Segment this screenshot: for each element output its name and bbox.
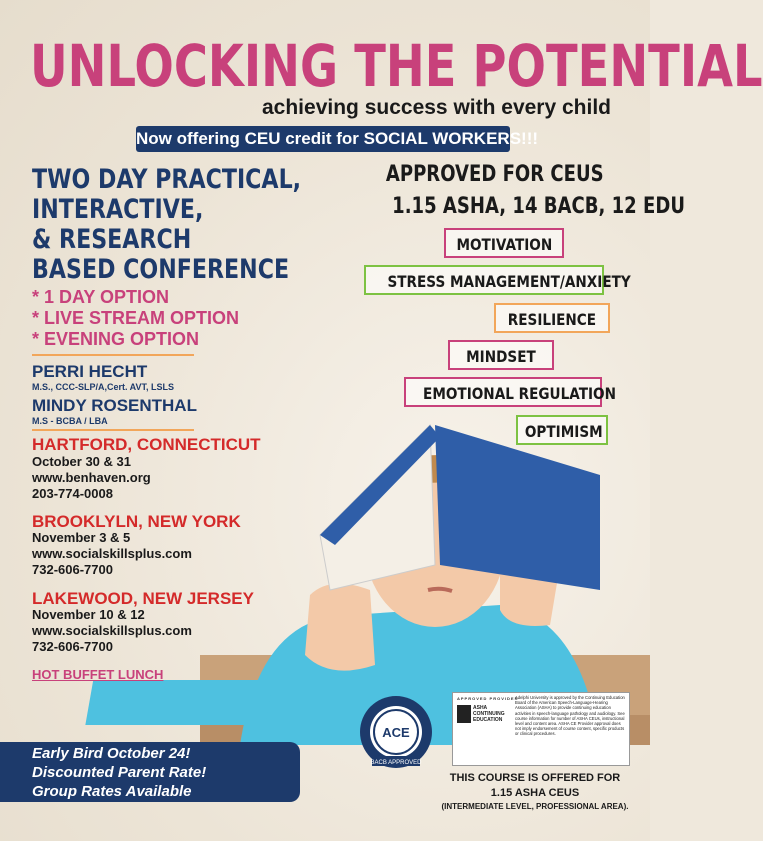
asha-notice-text: Adelphi University is approved by the Continuing Education Board of the American Speech-Language-Hearing Association (ASHA) to provide continuing education activities in speech-language pathology and audiology. See course information for number of ASHA CEUs, instructional level and content area. ASHA CE Provider approval does not imply endorsement of course content, specific products or clinical procedures.: [515, 695, 625, 737]
book: [435, 425, 600, 590]
ceu-banner: Now offering CEU credit for SOCIAL WORKERS!!!: [136, 126, 510, 152]
promo-line: Group Rates Available: [32, 783, 192, 800]
location-city: HARTFORD, CONNECTICUT: [32, 435, 261, 454]
asha-provider-label: APPROVED PROVIDER: [457, 696, 519, 701]
location-dates: October 30 & 31: [32, 454, 131, 469]
divider: [32, 429, 194, 431]
topic-stress-management: STRESS MANAGEMENT/ANXIETY: [364, 265, 604, 295]
option-item: * LIVE STREAM OPTION: [32, 308, 240, 328]
conference-line: BASED CONFERENCE: [32, 254, 290, 285]
topic-resilience: RESILIENCE: [494, 303, 610, 333]
location-website[interactable]: www.socialskillsplus.com: [32, 623, 192, 638]
topic-optimism: OPTIMISM: [516, 415, 608, 445]
topic-mindset: MINDSET: [448, 340, 554, 370]
presenter-name: MINDY ROSENTHAL: [32, 396, 197, 415]
page-subtitle: achieving success with every child: [262, 96, 611, 119]
conference-line: TWO DAY PRACTICAL,: [32, 164, 302, 195]
location-phone: 732-606-7700: [32, 639, 113, 654]
asha-provider-notice: [452, 692, 630, 766]
approved-heading: APPROVED FOR CEUS: [386, 162, 604, 187]
topic-emotional-regulation: EMOTIONAL REGULATION: [404, 377, 602, 407]
course-offer-level: (INTERMEDIATE LEVEL, PROFESSIONAL AREA).: [441, 802, 629, 811]
location-dates: November 10 & 12: [32, 607, 145, 622]
divider: [32, 354, 194, 356]
conference-line: & RESEARCH: [32, 224, 192, 255]
promo-line: Early Bird October 24!: [32, 745, 191, 762]
conference-line: INTERACTIVE,: [32, 194, 204, 225]
location-phone: 732-606-7700: [32, 562, 113, 577]
lunch-notice: HOT BUFFET LUNCH: [32, 667, 164, 682]
course-offer-line: THIS COURSE IS OFFERED FOR: [449, 772, 621, 784]
location-phone: 203-774-0008: [32, 486, 113, 501]
option-item: * EVENING OPTION: [32, 329, 200, 349]
course-offer-ceus: 1.15 ASHA CEUS: [490, 787, 580, 799]
presenter-credentials: M.S., CCC-SLP/A,Cert. AVT, LSLS: [32, 382, 175, 392]
ace-seal-caption: BACB APPROVED: [370, 760, 422, 766]
location-city: BROOKLYLN, NEW YORK: [32, 512, 241, 531]
option-item: * 1 DAY OPTION: [32, 287, 170, 307]
notebook: [85, 680, 273, 725]
promo-line: Discounted Parent Rate!: [32, 764, 207, 781]
location-dates: November 3 & 5: [32, 530, 131, 545]
topic-motivation: MOTIVATION: [444, 228, 564, 258]
presenter-credentials: M.S - BCBA / LBA: [32, 416, 108, 426]
location-website[interactable]: www.socialskillsplus.com: [32, 546, 192, 561]
ace-seal-text: ACE: [382, 725, 410, 740]
asha-logo: [457, 705, 471, 723]
asha-logo-text: ASHA CONTINUING EDUCATION: [473, 705, 505, 723]
presenter-name: PERRI HECHT: [32, 362, 148, 381]
page-title: UNLOCKING THE POTENTIAL: [30, 32, 763, 100]
approved-credits: 1.15 ASHA, 14 BACB, 12 EDU: [392, 194, 685, 219]
location-website[interactable]: www.benhaven.org: [32, 470, 151, 485]
location-city: LAKEWOOD, NEW JERSEY: [32, 589, 254, 608]
ace-seal-logo: [358, 694, 434, 770]
left-hand: [305, 584, 375, 671]
